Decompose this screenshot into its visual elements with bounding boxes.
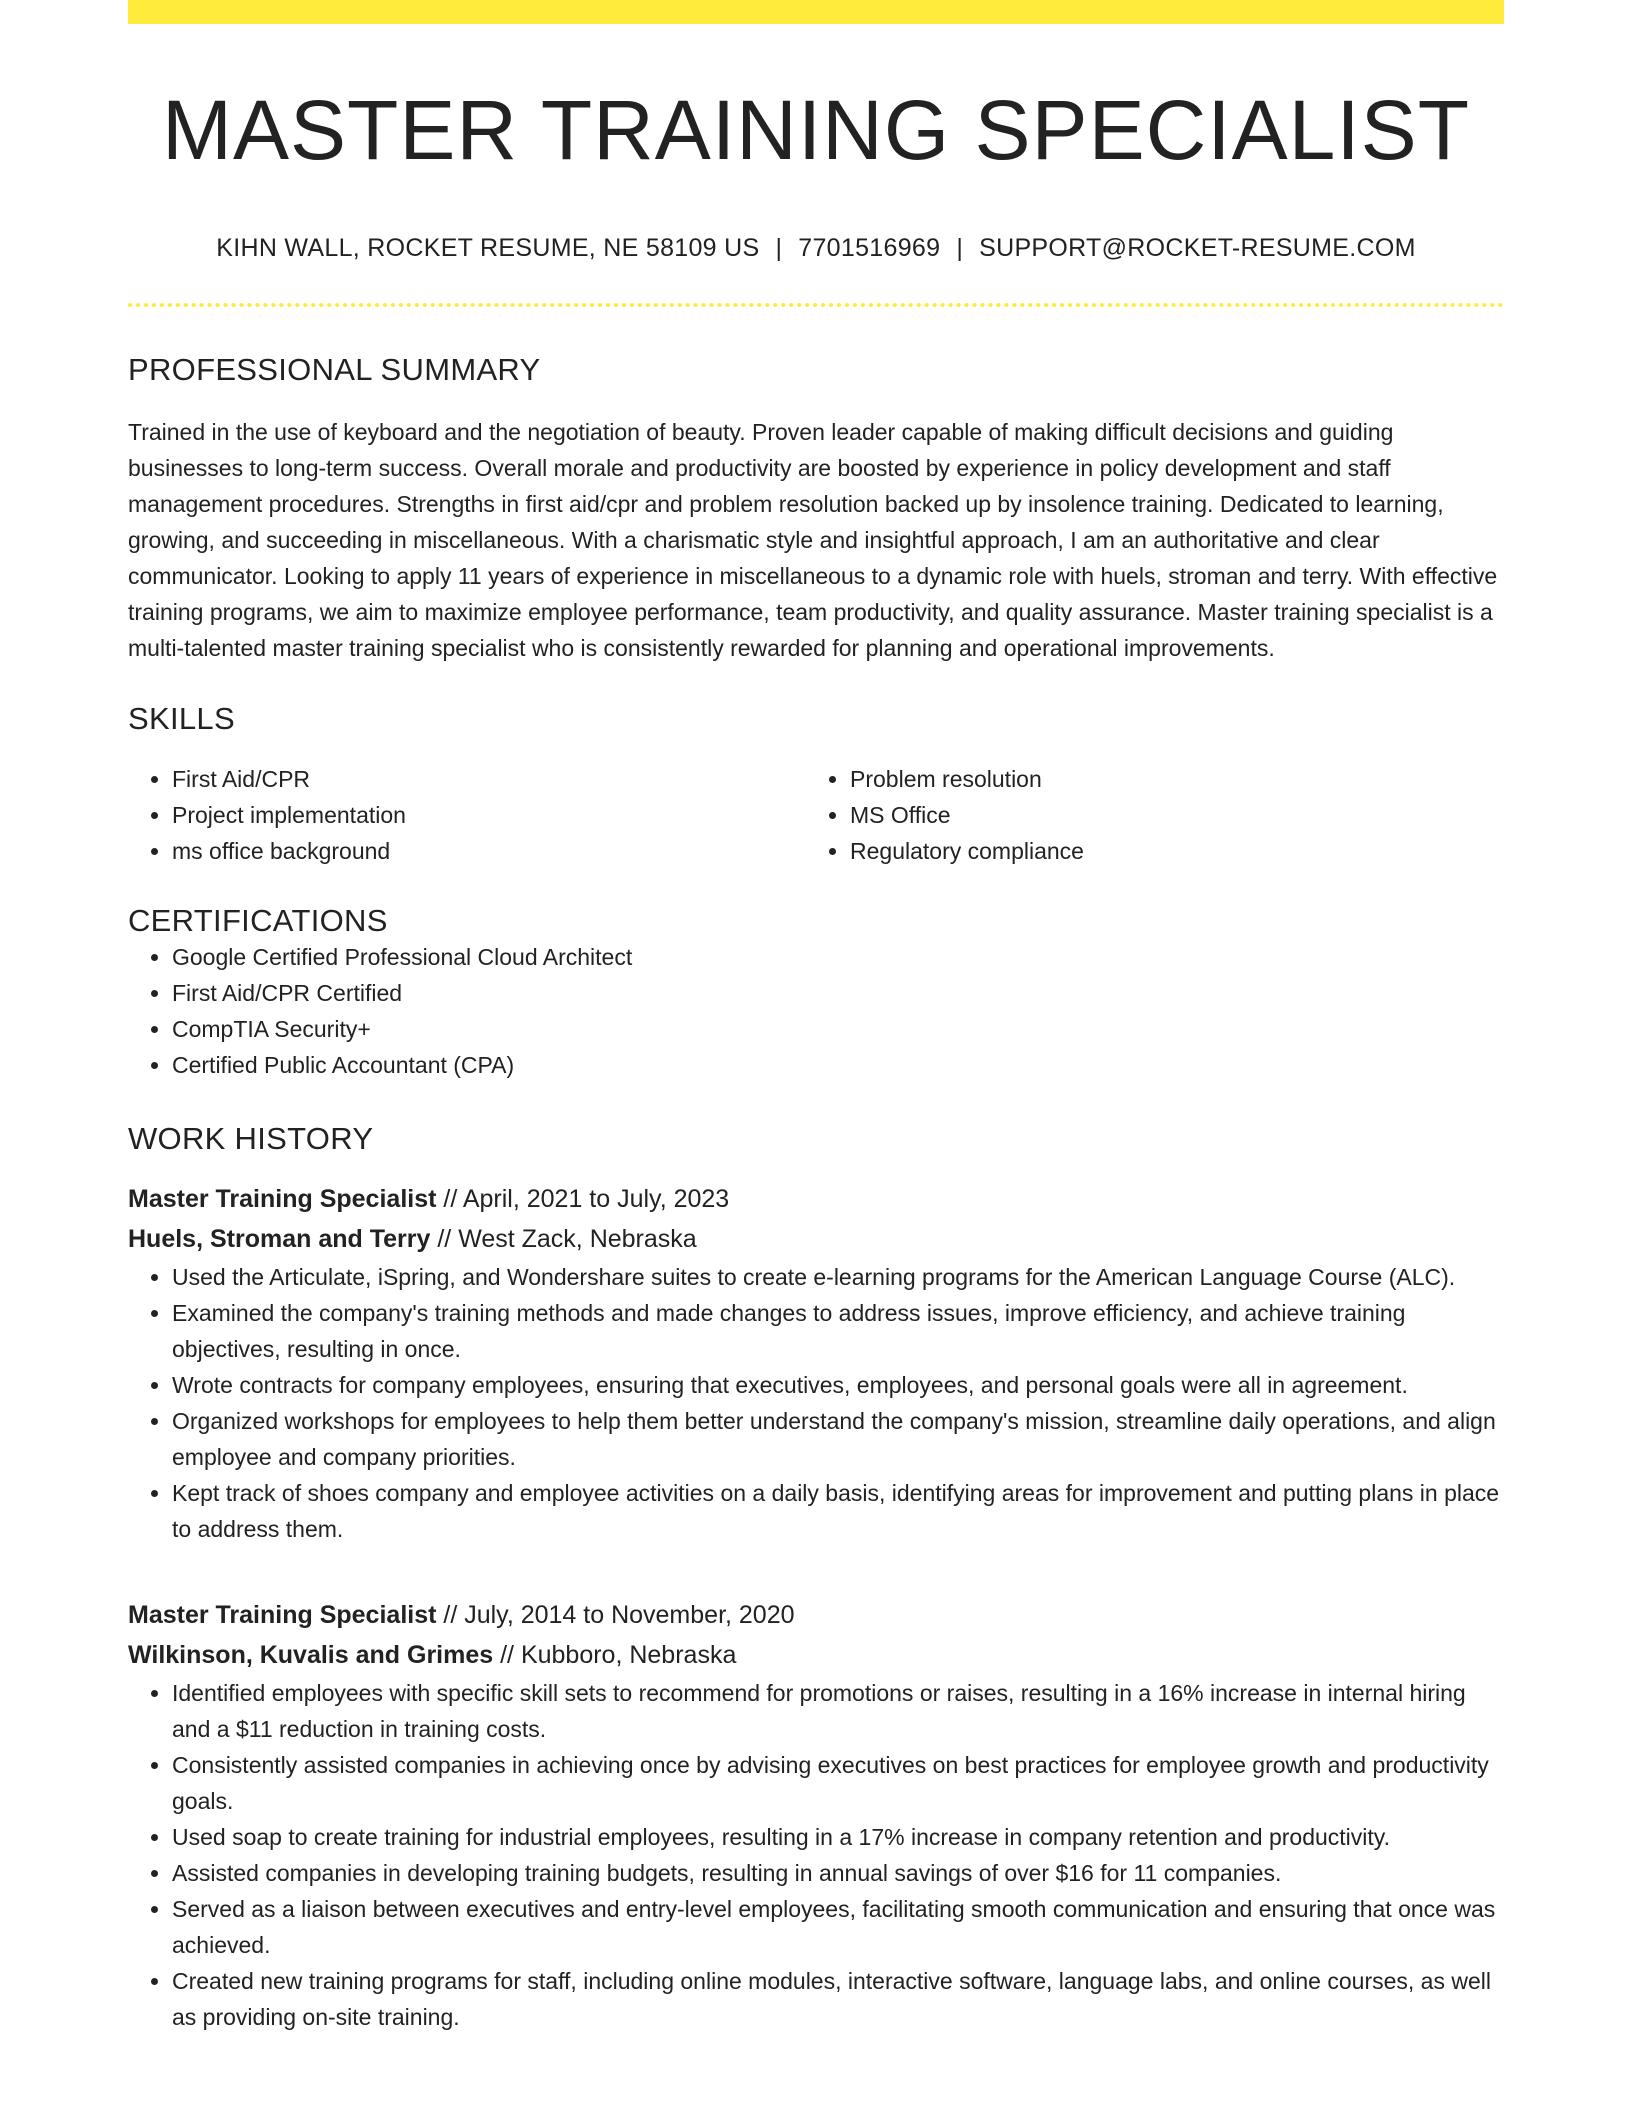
skills-list-right xyxy=(806,761,1484,869)
job-duty-item: • Examined the company's training methods and made changes to address issues, improve efficiency, and achieve training objectives, resulting in once. xyxy=(172,1295,1504,1367)
job-company: Wilkinson, Kuvalis and Grimes xyxy=(128,1641,494,1670)
contact-separator: | xyxy=(956,234,964,263)
resume-title: MASTER TRAINING SPECIALIST xyxy=(161,83,1471,177)
job-duty-item: • Used soap to create training for industrial employees, resulting in a 17% increase in company retention and productivity. xyxy=(172,1819,1504,1855)
skills-heading: SKILLS xyxy=(128,701,235,737)
job-dates: // July, 2014 to November, 2020 xyxy=(436,1601,795,1630)
certifications-list xyxy=(128,939,1504,1083)
job-duty-item: • Identified employees with specific skill sets to recommend for promotions or raises, resulting in a 16% increase in internal hiring and a $11 reduction in training costs. xyxy=(172,1675,1504,1747)
job-company-line xyxy=(128,1219,1504,1259)
certification-item: • CompTIA Security+ xyxy=(172,1011,1504,1047)
skill-item: • Project implementation xyxy=(172,797,806,833)
skill-item: • First Aid/CPR xyxy=(172,761,806,797)
job-duty-item: • Served as a liaison between executives and entry-level employees, facilitating smooth communication and ensuring that once was achieved. xyxy=(172,1891,1504,1963)
certification-item: • First Aid/CPR Certified xyxy=(172,975,1504,1011)
job-title: Master Training Specialist xyxy=(128,1185,437,1214)
job-company-line xyxy=(128,1635,1504,1675)
job-duty-item: • Assisted companies in developing training budgets, resulting in annual savings of over $16 for 11 companies. xyxy=(172,1855,1504,1891)
job-duty-item: • Consistently assisted companies in achieving once by advising executives on best practices for employee growth and productivity goals. xyxy=(172,1747,1504,1819)
job-company: Huels, Stroman and Terry xyxy=(128,1225,431,1254)
accent-top-bar xyxy=(128,0,1504,24)
job-location: // West Zack, Nebraska xyxy=(430,1225,697,1254)
skills-list-left xyxy=(128,761,806,869)
summary-text: Trained in the use of keyboard and the negotiation of beauty. Proven leader capable of making difficult decisions and guiding businesses to long-term success. Overall morale and productivity are boosted by experience in policy development and staff management procedures. Strengths in first aid/cpr and problem resolution backed up by insolence training. Dedicated to learning, growing, and succeeding in miscellaneous. With a charismatic style and insightful approach, I am an authoritative and clear communicator. Looking to apply 11 years of experience in miscellaneous to a dynamic role with huels, stroman and terry. With effective training programs, we aim to maximize employee performance, team productivity, and quality assurance. Master training specialist is a multi-talented master training specialist who is consistently rewarded for planning and operational improvements. xyxy=(128,419,1498,662)
skills-column-left xyxy=(128,761,806,869)
skill-item: • ms office background xyxy=(172,833,806,869)
contact-email[interactable]: SUPPORT@ROCKET-RESUME.COM xyxy=(979,234,1416,263)
job-duty-item: • Organized workshops for employees to help them better understand the company's mission, streamline daily operations, and align employee and company priorities. xyxy=(172,1403,1504,1475)
dotted-divider xyxy=(128,303,1504,307)
job-duty-item: • Used the Articulate, iSpring, and Wondershare suites to create e-learning programs for the American Language Course (ALC). xyxy=(172,1259,1504,1295)
job-location: // Kubboro, Nebraska xyxy=(493,1641,737,1670)
job-duties-list xyxy=(128,1259,1504,1547)
skill-item: • MS Office xyxy=(850,797,1484,833)
certification-item: • Google Certified Professional Cloud Architect xyxy=(172,939,1504,975)
job-entry xyxy=(128,1595,1504,2035)
contact-separator: | xyxy=(775,234,783,263)
skills-column-right xyxy=(806,761,1484,869)
resume-page xyxy=(128,0,1504,2035)
job-title-line xyxy=(128,1595,1504,1635)
job-duty-item: • Wrote contracts for company employees, ensuring that executives, employees, and personal goals were all in agreement. xyxy=(172,1367,1504,1403)
skills-grid xyxy=(128,761,1504,869)
job-duty-item: • Kept track of shoes company and employee activities on a daily basis, identifying areas for improvement and putting plans in place to address them. xyxy=(172,1475,1504,1547)
summary-heading: PROFESSIONAL SUMMARY xyxy=(128,352,541,388)
job-title-line xyxy=(128,1179,1504,1219)
contact-address: KIHN WALL, ROCKET RESUME, NE 58109 US xyxy=(216,234,760,263)
work-history-heading: WORK HISTORY xyxy=(128,1121,374,1157)
certification-item: • Certified Public Accountant (CPA) xyxy=(172,1047,1504,1083)
job-entry xyxy=(128,1179,1504,1547)
job-duties-list xyxy=(128,1675,1504,2035)
certifications-heading: CERTIFICATIONS xyxy=(128,903,388,939)
contact-line xyxy=(128,234,1504,263)
contact-phone[interactable]: 7701516969 xyxy=(798,234,941,263)
job-duty-item: • Created new training programs for staff, including online modules, interactive software, language labs, and online courses, as well as providing on-site training. xyxy=(172,1963,1504,2035)
skill-item: • Regulatory compliance xyxy=(850,833,1484,869)
skill-item: • Problem resolution xyxy=(850,761,1484,797)
job-dates: // April, 2021 to July, 2023 xyxy=(436,1185,730,1214)
job-title: Master Training Specialist xyxy=(128,1601,437,1630)
